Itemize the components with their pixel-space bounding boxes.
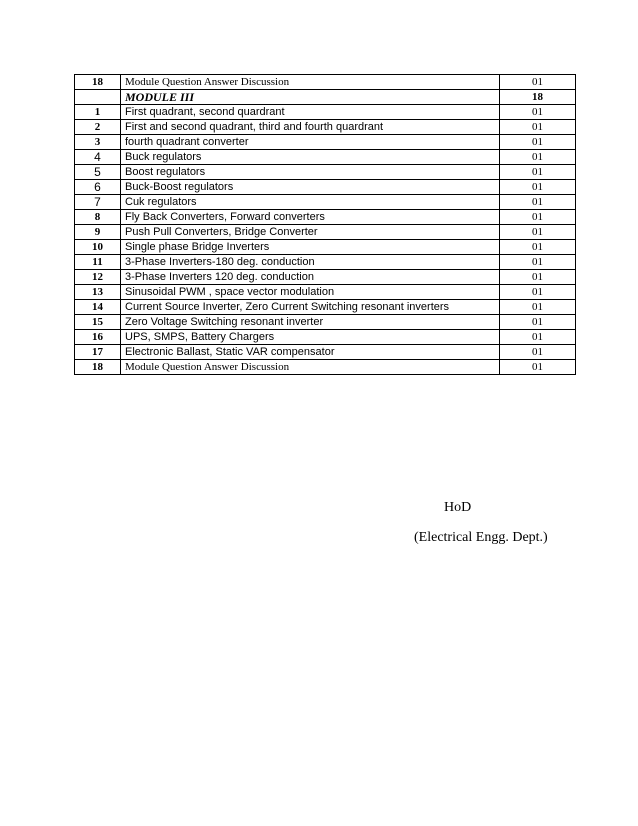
topic-cell: Cuk regulators bbox=[121, 195, 500, 210]
table-row bbox=[75, 75, 576, 90]
table-row bbox=[75, 285, 576, 300]
table-row bbox=[75, 135, 576, 150]
topic-cell: Single phase Bridge Inverters bbox=[121, 240, 500, 255]
topic-cell: 3-Phase Inverters-180 deg. conduction bbox=[121, 255, 500, 270]
row-number: 18 bbox=[75, 75, 121, 90]
hours-cell: 18 bbox=[500, 90, 576, 105]
row-number: 8 bbox=[75, 210, 121, 225]
row-number: 7 bbox=[75, 195, 121, 210]
table-row bbox=[75, 165, 576, 180]
table-row bbox=[75, 210, 576, 225]
module-title: MODULE III bbox=[121, 90, 500, 105]
table-row bbox=[75, 345, 576, 360]
topic-cell: Zero Voltage Switching resonant inverter bbox=[121, 315, 500, 330]
module-header-row bbox=[75, 90, 576, 105]
table-row bbox=[75, 255, 576, 270]
row-number: 14 bbox=[75, 300, 121, 315]
row-number: 1 bbox=[75, 105, 121, 120]
table-row bbox=[75, 270, 576, 285]
row-number: 10 bbox=[75, 240, 121, 255]
table-row bbox=[75, 240, 576, 255]
lecture-schedule-body bbox=[75, 75, 576, 375]
lecture-schedule-table bbox=[74, 74, 576, 375]
topic-cell: UPS, SMPS, Battery Chargers bbox=[121, 330, 500, 345]
table-row bbox=[75, 300, 576, 315]
row-number: 4 bbox=[75, 150, 121, 165]
hours-cell: 01 bbox=[500, 240, 576, 255]
row-number bbox=[75, 90, 121, 105]
hours-cell: 01 bbox=[500, 330, 576, 345]
hours-cell: 01 bbox=[500, 165, 576, 180]
topic-cell: Fly Back Converters, Forward converters bbox=[121, 210, 500, 225]
table-row bbox=[75, 120, 576, 135]
row-number: 13 bbox=[75, 285, 121, 300]
row-number: 5 bbox=[75, 165, 121, 180]
hours-cell: 01 bbox=[500, 135, 576, 150]
hours-cell: 01 bbox=[500, 75, 576, 90]
hod-title: HoD bbox=[444, 500, 472, 515]
table-row bbox=[75, 360, 576, 375]
hours-cell: 01 bbox=[500, 225, 576, 240]
table-row bbox=[75, 105, 576, 120]
row-number: 12 bbox=[75, 270, 121, 285]
table-row bbox=[75, 180, 576, 195]
topic-cell: Buck-Boost regulators bbox=[121, 180, 500, 195]
hours-cell: 01 bbox=[500, 105, 576, 120]
row-number: 15 bbox=[75, 315, 121, 330]
table-row bbox=[75, 150, 576, 165]
table-row bbox=[75, 315, 576, 330]
hours-cell: 01 bbox=[500, 255, 576, 270]
hours-cell: 01 bbox=[500, 285, 576, 300]
topic-cell: Current Source Inverter, Zero Current Switching resonant inverters bbox=[121, 300, 500, 315]
row-number: 2 bbox=[75, 120, 121, 135]
topic-cell: Boost regulators bbox=[121, 165, 500, 180]
hours-cell: 01 bbox=[500, 315, 576, 330]
table-row bbox=[75, 330, 576, 345]
hours-cell: 01 bbox=[500, 360, 576, 375]
topic-cell: Electronic Ballast, Static VAR compensator bbox=[121, 345, 500, 360]
table-row bbox=[75, 225, 576, 240]
row-number: 3 bbox=[75, 135, 121, 150]
hours-cell: 01 bbox=[500, 300, 576, 315]
row-number: 6 bbox=[75, 180, 121, 195]
hours-cell: 01 bbox=[500, 345, 576, 360]
row-number: 17 bbox=[75, 345, 121, 360]
department-name: (Electrical Engg. Dept.) bbox=[414, 530, 548, 545]
topic-cell: Buck regulators bbox=[121, 150, 500, 165]
hours-cell: 01 bbox=[500, 150, 576, 165]
topic-cell: Module Question Answer Discussion bbox=[121, 75, 500, 90]
topic-cell: First and second quadrant, third and fourth quardrant bbox=[121, 120, 500, 135]
row-number: 16 bbox=[75, 330, 121, 345]
topic-cell: 3-Phase Inverters 120 deg. conduction bbox=[121, 270, 500, 285]
hours-cell: 01 bbox=[500, 210, 576, 225]
hours-cell: 01 bbox=[500, 195, 576, 210]
topic-cell: fourth quadrant converter bbox=[121, 135, 500, 150]
row-number: 18 bbox=[75, 360, 121, 375]
topic-cell: Module Question Answer Discussion bbox=[121, 360, 500, 375]
row-number: 11 bbox=[75, 255, 121, 270]
topic-cell: Push Pull Converters, Bridge Converter bbox=[121, 225, 500, 240]
row-number: 9 bbox=[75, 225, 121, 240]
table-row bbox=[75, 195, 576, 210]
topic-cell: First quadrant, second quardrant bbox=[121, 105, 500, 120]
topic-cell: Sinusoidal PWM , space vector modulation bbox=[121, 285, 500, 300]
hours-cell: 01 bbox=[500, 270, 576, 285]
hours-cell: 01 bbox=[500, 120, 576, 135]
hours-cell: 01 bbox=[500, 180, 576, 195]
